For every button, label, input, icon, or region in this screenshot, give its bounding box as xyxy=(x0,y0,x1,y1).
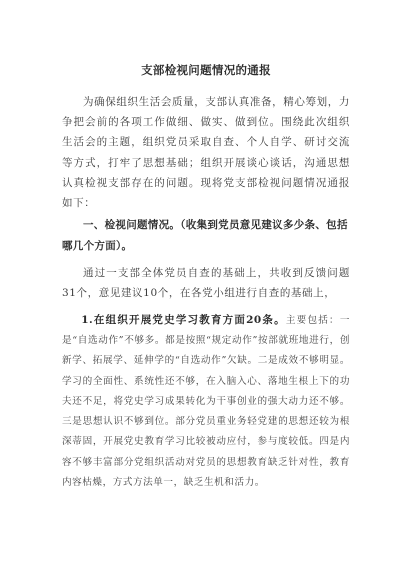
item-lead: 1.在组织开展党史学习教育方面20条。 xyxy=(81,313,286,326)
item-paragraph xyxy=(62,310,350,494)
intro-paragraph: 为确保组织生活会质量，支部认真准备，精心筹划，力争把会前的各项工作做细、做实、做到位。围绕此次组织生活会的主题，组织党员采取自查、个人自学、研讨交流等方式，打牢了思想基础；组织开展谈心谈话，沟通思想认真检视支部存在的问题。现将党支部检视问题情况通报如下： xyxy=(62,96,350,210)
section-heading: 一、检视问题情况。（收集到党员意见建议多少条、包括哪几个方面）。 xyxy=(62,219,348,253)
document-title: 支部检视问题情况的通报 xyxy=(141,63,271,77)
section-paragraph: 通过一支部全体党员自查的基础上，共收到反馈问题31个，意见建议10个，在各党小组进行自查的基础上， xyxy=(62,267,350,300)
item-body: 主要包括：一是“自选动作”不够多。都是按照“规定动作”按部就班地进行，创新学、拓展学、延伸学的“自选动作”欠缺。二是成效不够明显。学习的全面性、系统性还不够，在入脑入心、落地生根上下的功夫还不足，将党史学习成果转化为干事创业的强大动力还不够。三是思想认识不够到位。部分党员重业务轻党建的思想还较为根深蒂固，开展党史教育学习比较被动应付，参与度较低。四是内容不够丰富部分党组织活动对党员的思想教育缺乏针对性，教育内容枯燥，方式方法单一，缺乏生机和活力。 xyxy=(62,314,350,488)
document-page xyxy=(62,62,350,493)
